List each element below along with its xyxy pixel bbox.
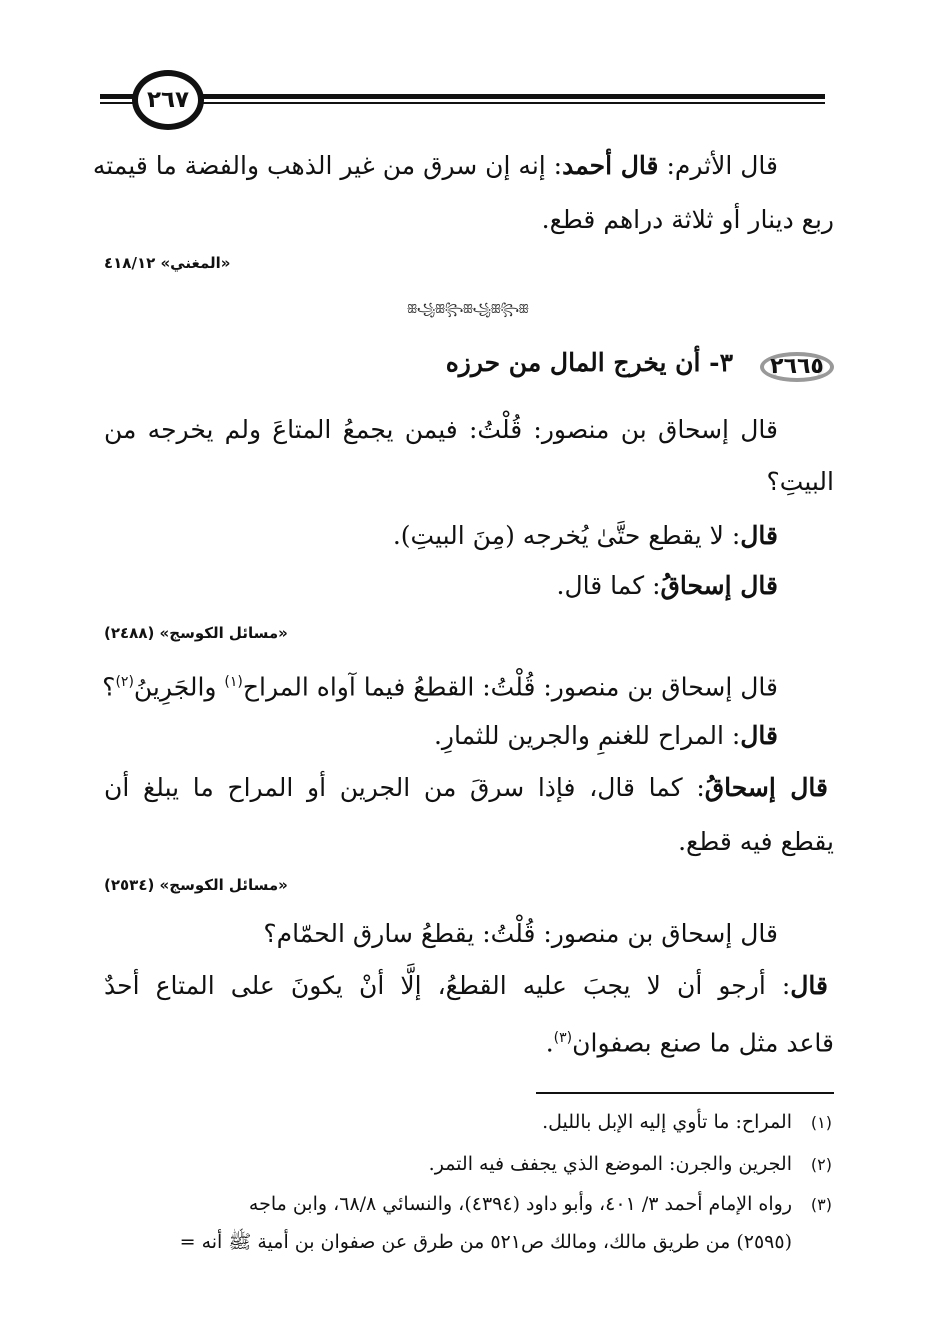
block1-line1 (92, 148, 778, 184)
page-number-badge (132, 70, 204, 130)
speaker-label: قال (740, 721, 778, 750)
block2-line4 (104, 568, 778, 604)
block2-line1: قال إسحاق بن منصور: قُلْتُ: فيمن يجمعُ المتاعَ ولم يخرجه من (104, 415, 778, 444)
text-segment: قاعد مثل ما صنع بصفوان (572, 1028, 834, 1058)
block2-line2: البيتِ؟ (766, 467, 834, 496)
text-segment: ؟ (102, 672, 116, 702)
text-segment: : كما قال. (556, 571, 661, 600)
footnote-text: الجرين والجرن: الموضع الذي يجفف فيه التمر. (428, 1153, 792, 1175)
footnote-text: المراح: ما تأوي إليه الإبل بالليل. (542, 1111, 792, 1133)
header-rule-thick (100, 94, 825, 99)
block3-line3 (104, 770, 828, 806)
source-citation-1: «المغني» ٤١٨/١٢ (104, 254, 231, 272)
footnote-ref-1[interactable]: (١) (224, 674, 243, 690)
speaker-label: قال إسحاقُ (704, 773, 828, 802)
text-segment: . (545, 1028, 554, 1058)
issue-number: ٢٦٦٥ (760, 352, 834, 382)
footnote-ref-3[interactable]: (٣) (553, 1030, 573, 1046)
block3-line1 (104, 664, 778, 705)
footnote-3-continuation: (٢٥٩٥) من طريق مالك، ومالك ص٥٢١ من طرق عن صفوان بن أمية ﷺ أنه = (179, 1231, 792, 1253)
footnote-mark: (١) (810, 1113, 832, 1132)
block3-line4: يقطع فيه قطع. (678, 827, 834, 856)
footnote-separator (536, 1092, 834, 1094)
header-rule-thin (100, 102, 825, 104)
footnote-2 (100, 1150, 832, 1179)
block4-line1: قال إسحاق بن منصور: قُلْتُ: يقطعُ سارق الحمّام؟ (263, 919, 778, 948)
speaker-label: قال (740, 521, 778, 550)
page-number: ٢٦٧ (146, 87, 190, 113)
speaker-ahmad: قال أحمد (562, 151, 659, 180)
footnote-mark: (٢) (810, 1155, 832, 1174)
block4-line3 (104, 1020, 834, 1061)
footnote-3 (100, 1190, 832, 1219)
text-segment: : أرجو أن لا يجبَ عليه القطعُ، إلَّا أنْ يكونَ على المتاع أحدٌ (104, 971, 791, 1000)
footnote-ref-2[interactable]: (٢) (115, 674, 134, 690)
footnote-text: رواه الإمام أحمد ٣/ ٤٠١، وأبو داود (٤٣٩٤)، والنسائي ٦٨/٨، وابن ماجه (248, 1193, 792, 1215)
speaker-label: قال (790, 971, 828, 1000)
text-segment: : إنه إن سرق من غير الذهب والفضة ما قيمته (92, 151, 563, 180)
speaker-athram: قال الأثرم: (658, 151, 778, 180)
block1-line2: ربع دينار أو ثلاثة دراهم قطع. (541, 205, 834, 234)
text-segment: والجَرِينُ (133, 672, 225, 702)
text-segment: : المراح للغنمِ والجرين للثمارِ. (433, 721, 741, 750)
block4-line2 (104, 968, 828, 1004)
ornament-divider: ꕥ꧁ꕥ꧂ꕥ꧁ꕥ꧂ꕥ (406, 302, 529, 316)
block3-line2 (104, 718, 778, 754)
speaker-label: قال إسحاقُ (660, 571, 778, 600)
footnote-mark: (٣) (810, 1195, 832, 1214)
section-title: ٣- أن يخرج المال من حرزه (445, 348, 733, 377)
text-segment: : كما قال، فإذا سرقَ من الجرين أو المراح ما يبلغ أن (104, 773, 705, 802)
text-segment: قال إسحاق بن منصور: قُلْتُ: القطعُ فيما آواه المراح (242, 672, 778, 702)
source-citation-2: «مسائل الكوسج» (٢٤٨٨) (104, 624, 288, 642)
block2-line3 (104, 518, 778, 554)
footnote-1 (100, 1108, 832, 1137)
text-segment: : لا يقطع حتَّىٰ يُخرجه (مِنَ البيتِ). (392, 521, 741, 550)
source-citation-3: «مسائل الكوسج» (٢٥٣٤) (104, 876, 288, 894)
